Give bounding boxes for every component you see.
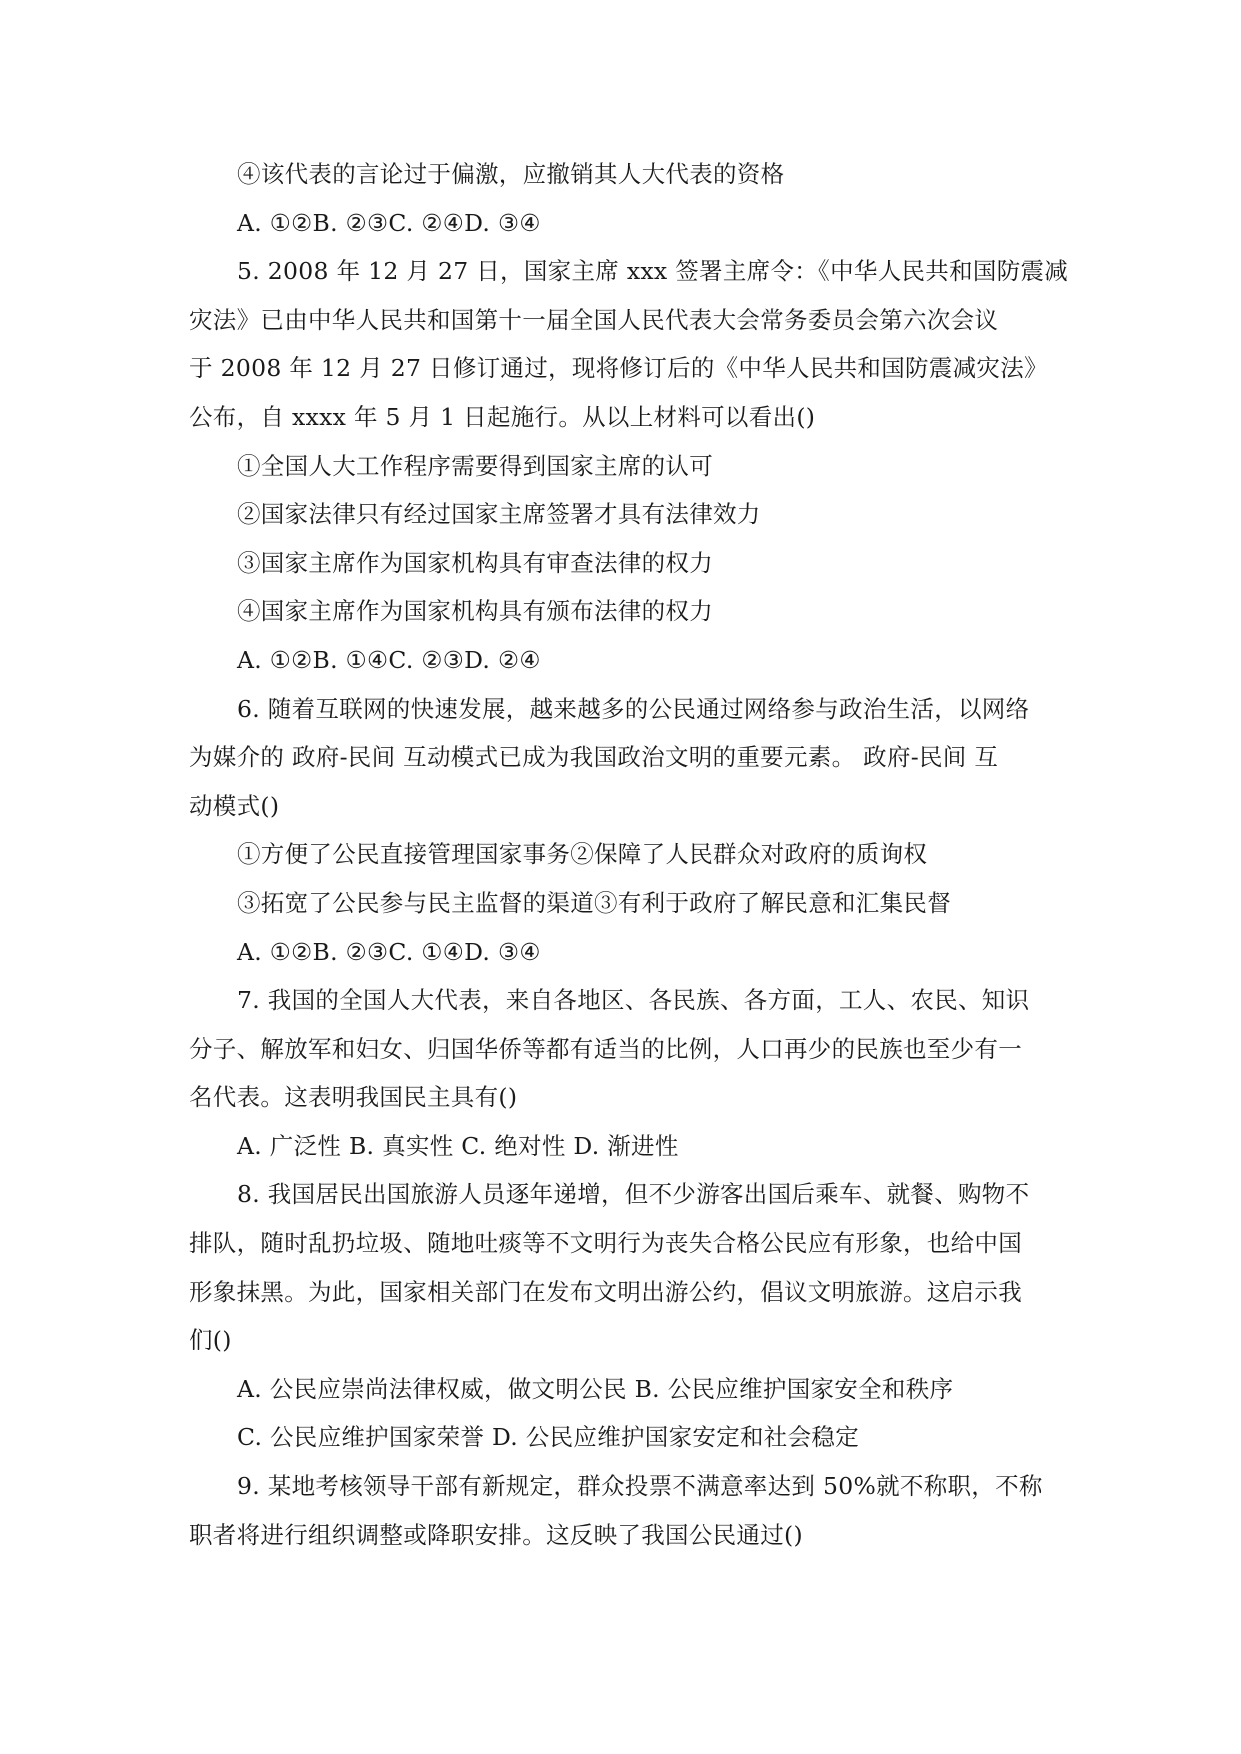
text-line: C. 公民应维护国家荣誉 D. 公民应维护国家安定和社会稳定	[237, 1423, 859, 1452]
text-line: A. 广泛性 B. 真实性 C. 绝对性 D. 渐进性	[237, 1131, 679, 1160]
text-line: A. 公民应崇尚法律权威，做文明公民 B. 公民应维护国家安全和秩序	[237, 1374, 954, 1403]
text-line: 5. 2008 年 12 月 27 日，国家主席 xxx 签署主席令：《中华人民共和国防震减	[237, 257, 1069, 286]
text-line: ③拓宽了公民参与民主监督的渠道③有利于政府了解民意和汇集民督	[237, 888, 951, 917]
text-line: 9. 某地考核领导干部有新规定，群众投票不满意率达到 50%就不称职，不称	[237, 1472, 1043, 1501]
text-line: 为媒介的 政府-民间 互动模式已成为我国政治文明的重要元素。 政府-民间 互	[189, 743, 999, 772]
text-line: 形象抹黑。为此，国家相关部门在发布文明出游公约，倡议文明旅游。这启示我	[189, 1277, 1022, 1306]
text-line: 排队，随时乱扔垃圾、随地吐痰等不文明行为丧失合格公民应有形象，也给中国	[189, 1229, 1022, 1258]
text-line: 灾法》已由中华人民共和国第十一届全国人民代表大会常务委员会第六次会议	[189, 305, 999, 334]
text-line: 8. 我国居民出国旅游人员逐年递增，但不少游客出国后乘车、就餐、购物不	[237, 1180, 1030, 1209]
text-line: 们()	[189, 1326, 232, 1355]
text-line: 6. 随着互联网的快速发展，越来越多的公民通过网络参与政治生活，以网络	[237, 694, 1030, 723]
text-line: 于 2008 年 12 月 27 日修订通过，现将修订后的《中华人民共和国防震减灾法》	[189, 354, 1048, 383]
text-line: 名代表。这表明我国民主具有()	[189, 1083, 518, 1112]
text-line: A. ①②B. ②③C. ①④D. ③④	[237, 937, 541, 966]
text-line: 公布，自 xxxx 年 5 月 1 日起施行。从以上材料可以看出()	[189, 402, 816, 431]
document-body	[189, 150, 1069, 1559]
text-line: 动模式()	[189, 791, 280, 820]
text-line: ④该代表的言论过于偏激，应撤销其人大代表的资格	[237, 160, 785, 188]
text-line: ②国家法律只有经过国家主席签署才具有法律效力	[237, 500, 761, 529]
text-line: ①全国人大工作程序需要得到国家主席的认可	[237, 451, 713, 480]
text-line: 职者将进行组织调整或降职安排。这反映了我国公民通过()	[189, 1520, 803, 1549]
text-line: 7. 我国的全国人大代表，来自各地区、各民族、各方面，工人、农民、知识	[237, 986, 1030, 1015]
text-line: 分子、解放军和妇女、归国华侨等都有适当的比例，人口再少的民族也至少有一	[189, 1034, 1022, 1063]
text-line: A. ①②B. ①④C. ②③D. ②④	[237, 645, 541, 674]
text-line: ③国家主席作为国家机构具有审查法律的权力	[237, 548, 713, 577]
text-line: ①方便了公民直接管理国家事务②保障了人民群众对政府的质询权	[237, 840, 928, 869]
text-line: ④国家主席作为国家机构具有颁布法律的权力	[237, 597, 713, 626]
text-line: A. ①②B. ②③C. ②④D. ③④	[237, 208, 541, 237]
